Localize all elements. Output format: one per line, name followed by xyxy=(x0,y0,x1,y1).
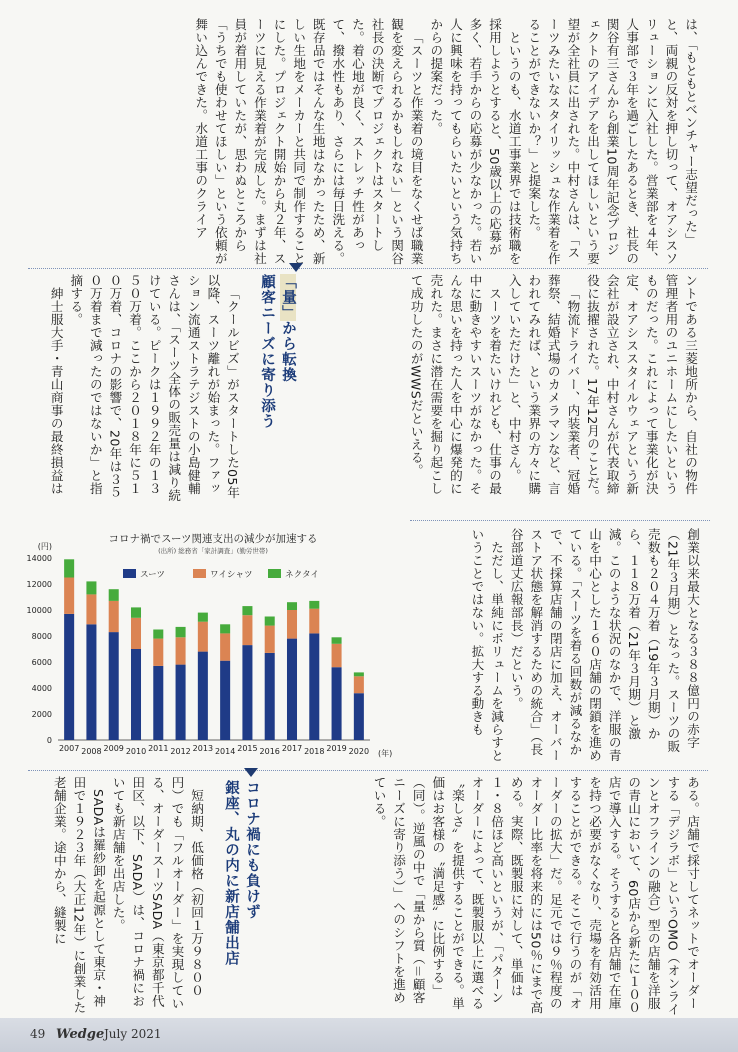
bar-segment xyxy=(198,613,208,622)
bar-segment xyxy=(86,624,96,740)
bar-segment xyxy=(64,578,74,614)
bar-segment xyxy=(109,632,119,740)
paragraph: というのも、水道工事業界では技術職を採用しようとすると、50歳以上の応募が多く、若手からの応募が少なかった。若い人に興味を持ってもらいたいという気持ちからの提案だった。 xyxy=(428,18,522,265)
paragraph: は、「もともとベンチャー志望だった」と、両親の反対を押し切って、オアシスソリューションに入社した。営業部を４年、人事部で３年を過ごしたあるとき、社長の関谷有三さんから創業10周年記念プロジェクトのアイデアを出してほしいという要望が全社員に出された。中村さんは、「スーツみたいなスタイリッシュな作業着を作ることができないか？」と提案した。 xyxy=(526,18,698,265)
bar-segment xyxy=(86,581,96,594)
y-tick-label: 2000 xyxy=(31,710,52,719)
paragraph: 短納期、低価格（初回１万９８００円）でも「フルオーダー」を実現している、オーダースーツSADA（東京都千代田区、以下、SADA）は、コロナ禍においても新店舗を出店した。 xyxy=(110,776,204,1010)
legend-label: ネクタイ xyxy=(285,570,320,580)
bar-segment xyxy=(131,649,141,740)
x-tick-label: 2010 xyxy=(125,747,147,756)
bar-segment xyxy=(309,633,319,740)
paragraph: スーツを着たいけれども、仕事の最中に動きやすいスーツがなかった。そんな思いを持った人を中心に爆発的に売れた。まさに潜在需要を掘り起こして成功したのがWWSだといえる。 xyxy=(408,274,503,495)
bar-segment xyxy=(309,609,319,634)
heading-line xyxy=(280,274,296,383)
bar-segment xyxy=(109,589,119,601)
heading-arrow xyxy=(244,768,258,777)
x-tick-label: 2018 xyxy=(304,747,325,756)
legend-label: スーツ xyxy=(140,570,166,580)
heading-highlight: 「量」 xyxy=(280,274,296,321)
y-tick-label: 10000 xyxy=(26,606,52,615)
bar-segment xyxy=(354,676,364,693)
paragraph: 「物流ドライバー、内装業者、冠婚葬祭、結婚式場のカメラマンなど、言われてみれば、という業界の方々に購入していただけた」と、中村さん。 xyxy=(506,274,581,495)
x-tick-label: 2011 xyxy=(148,744,169,753)
bar-segment xyxy=(287,602,297,610)
section-divider xyxy=(28,268,708,269)
article-col6 xyxy=(30,776,206,1016)
chart-svg xyxy=(18,528,396,764)
bar-segment xyxy=(309,601,319,609)
bar-segment xyxy=(242,606,252,615)
heading-line: コロナ禍にも負けず xyxy=(244,780,260,920)
bar-segment xyxy=(287,610,297,639)
article-col2 xyxy=(330,274,700,506)
page-number: 49 xyxy=(30,1027,46,1041)
bar-segment xyxy=(242,615,252,645)
y-tick-label: 0 xyxy=(46,736,52,745)
bar-segment xyxy=(198,622,208,652)
bar-segment xyxy=(176,627,186,637)
bar-segment xyxy=(332,644,342,667)
x-tick-label: 2014 xyxy=(214,747,236,756)
paragraph: ある。店舗で採寸してネットでオーダーする「デジラボ」というOMO（オンラインとオフラインの融合）型の店舗を洋服の青山において、60店から新たに１００店で導入する。そうすると各店舗で在庫を持つ必要がなくなり、売場を有効活用することができる。そこで行うのが「オーダーの拡大」だ。足元では９％程度のオーダー比率を将来的には50％にまで高める。実際、既製服に対して、単価は１・８倍ほど高いというが、「パターンオーダーによって、既製服以上に選べる〝楽しさ〟を提供することができる。単価はお客様の〝満足感〟に比例する」（同）。逆風の中で「量から質（＝顧客ニーズに寄り添う）」へのシフトを進めている。 xyxy=(371,776,700,1016)
heading-text: から転換 xyxy=(280,320,296,383)
bar-segment xyxy=(86,594,96,624)
section-heading xyxy=(212,780,262,1016)
page-footer xyxy=(0,1018,738,1052)
x-unit-label: (年) xyxy=(378,749,393,758)
paragraph: SADAは羅紗卸を起源として東京・神田で１９２３年（大正12年）に創業した老舗企業。途中から、縫製に xyxy=(51,776,107,1014)
bar-segment xyxy=(265,626,275,653)
chart-source: (出所) 総務省「家計調査」(勤労世帯) xyxy=(158,547,268,555)
article-col4 xyxy=(410,528,702,764)
y-tick-label: 14000 xyxy=(26,554,52,563)
bar-segment xyxy=(220,633,230,660)
bar-segment xyxy=(153,639,163,666)
bar-segment xyxy=(265,617,275,626)
bar-segment xyxy=(109,601,119,632)
x-tick-label: 2007 xyxy=(58,744,80,753)
x-tick-label: 2019 xyxy=(326,744,347,753)
y-unit-label: (円) xyxy=(37,542,52,551)
bar-segment xyxy=(131,607,141,617)
y-tick-label: 6000 xyxy=(31,658,52,667)
section-heading xyxy=(250,274,298,506)
article-col1 xyxy=(30,18,700,266)
bar-segment xyxy=(176,637,186,664)
section-divider xyxy=(410,520,710,521)
bar-segment xyxy=(64,614,74,740)
x-tick-label: 2017 xyxy=(281,744,303,753)
bar-segment xyxy=(332,637,342,644)
magazine-logo: Wedge xyxy=(56,1027,105,1042)
bar-segment xyxy=(176,665,186,740)
chart-title: コロナ禍でスーツ関連支出の減少が加速する xyxy=(108,533,318,545)
bar-segment xyxy=(131,618,141,649)
issue-date: July 2021 xyxy=(104,1027,162,1041)
x-tick-label: 2013 xyxy=(192,744,214,753)
paragraph: ントである三菱地所から、自社の物件管理者用のユニホームにしたいというものだった。これによって事業化が決定、オアシススタイルウェアという新会社が設立され、中村さんが代表取締役に抜擢された。17年12月のことだ。 xyxy=(585,274,698,503)
bar-segment xyxy=(220,661,230,740)
article-col5 xyxy=(290,776,702,1016)
bar-segment xyxy=(220,624,230,633)
heading-line: 顧客ニーズに寄り添う xyxy=(259,274,275,429)
bar-segment xyxy=(153,666,163,740)
heading-arrow xyxy=(289,263,303,272)
x-tick-label: 2016 xyxy=(259,747,280,756)
bar-segment xyxy=(354,693,364,740)
paragraph: 創業以来最大となる３８８億円の赤字（21年３月期）となった。スーツの販売数も２０４万着（19年３月期）から、１１８万着（21年３月期）と激減。このような状況のなかで、洋服の青山を中心とした１６０店舗の閉鎖を進めている。「スーツを着る回数が減るなかで、不採算店舗の閉店に加え、オーバーストア状態を解消するための統合」（長谷部道丈広報部長）だという。 xyxy=(508,528,700,762)
heading-line: 銀座、丸の内に新店舗出店 xyxy=(223,780,239,966)
legend-swatch xyxy=(123,569,136,578)
section-divider xyxy=(28,770,708,771)
paragraph: ただし、単純にボリュームを減らすということではない。拡大する動きも xyxy=(469,528,505,762)
paragraph: 「クールビズ」がスタートした05年以降、スーツ離れが始まった。ファッション流通ストラテジストの小島健輔さんは、「スーツ全体の販売量は減り続けている。ピークは１９９２年の１３５０万着。ここから２０１８年に５１０万着、コロナの影響で、20年は３５０万着まで減ったのではないか」と指摘する。 xyxy=(68,274,240,502)
bar-segment xyxy=(265,653,275,740)
paragraph: 「スーツと作業着の境目をなくせば職業観を変えられるかもしれない」という関谷社長の決断でプロジェクトはスタートした。着心地が良く、ストレッチ性があって、撥水性もあり、さらには毎日洗える。既存品ではそんな生地はなかったため、新しい生地をメーカーと共同で制作することにした。プロジェクト開始から丸２年、スーツに見える作業着が完成した。まずは社員が着用していたが、思わぬところから「うちでも使わせてほしい」という依頼が舞い込んできた。水道工事のクライア xyxy=(193,18,424,265)
bar-segment xyxy=(198,652,208,740)
bar-segment xyxy=(354,672,364,676)
bar-segment xyxy=(153,630,163,639)
bar-segment xyxy=(242,645,252,740)
x-tick-label: 2008 xyxy=(81,747,102,756)
paragraph: 紳士服大手・青山商事の最終損益は xyxy=(48,286,64,495)
y-tick-label: 12000 xyxy=(26,580,52,589)
bar-segment xyxy=(64,559,74,577)
x-tick-label: 2012 xyxy=(170,747,191,756)
bar-segment xyxy=(332,667,342,740)
legend-swatch xyxy=(193,569,206,578)
y-tick-label: 4000 xyxy=(31,684,52,693)
suit-spending-chart xyxy=(18,528,396,764)
x-tick-label: 2009 xyxy=(103,744,124,753)
x-tick-label: 2020 xyxy=(348,747,370,756)
x-tick-label: 2015 xyxy=(237,744,258,753)
legend-label: ワイシャツ xyxy=(210,570,253,580)
legend-swatch xyxy=(268,569,281,578)
y-tick-label: 8000 xyxy=(31,632,52,641)
article-col3 xyxy=(30,274,242,506)
bar-segment xyxy=(287,639,297,740)
